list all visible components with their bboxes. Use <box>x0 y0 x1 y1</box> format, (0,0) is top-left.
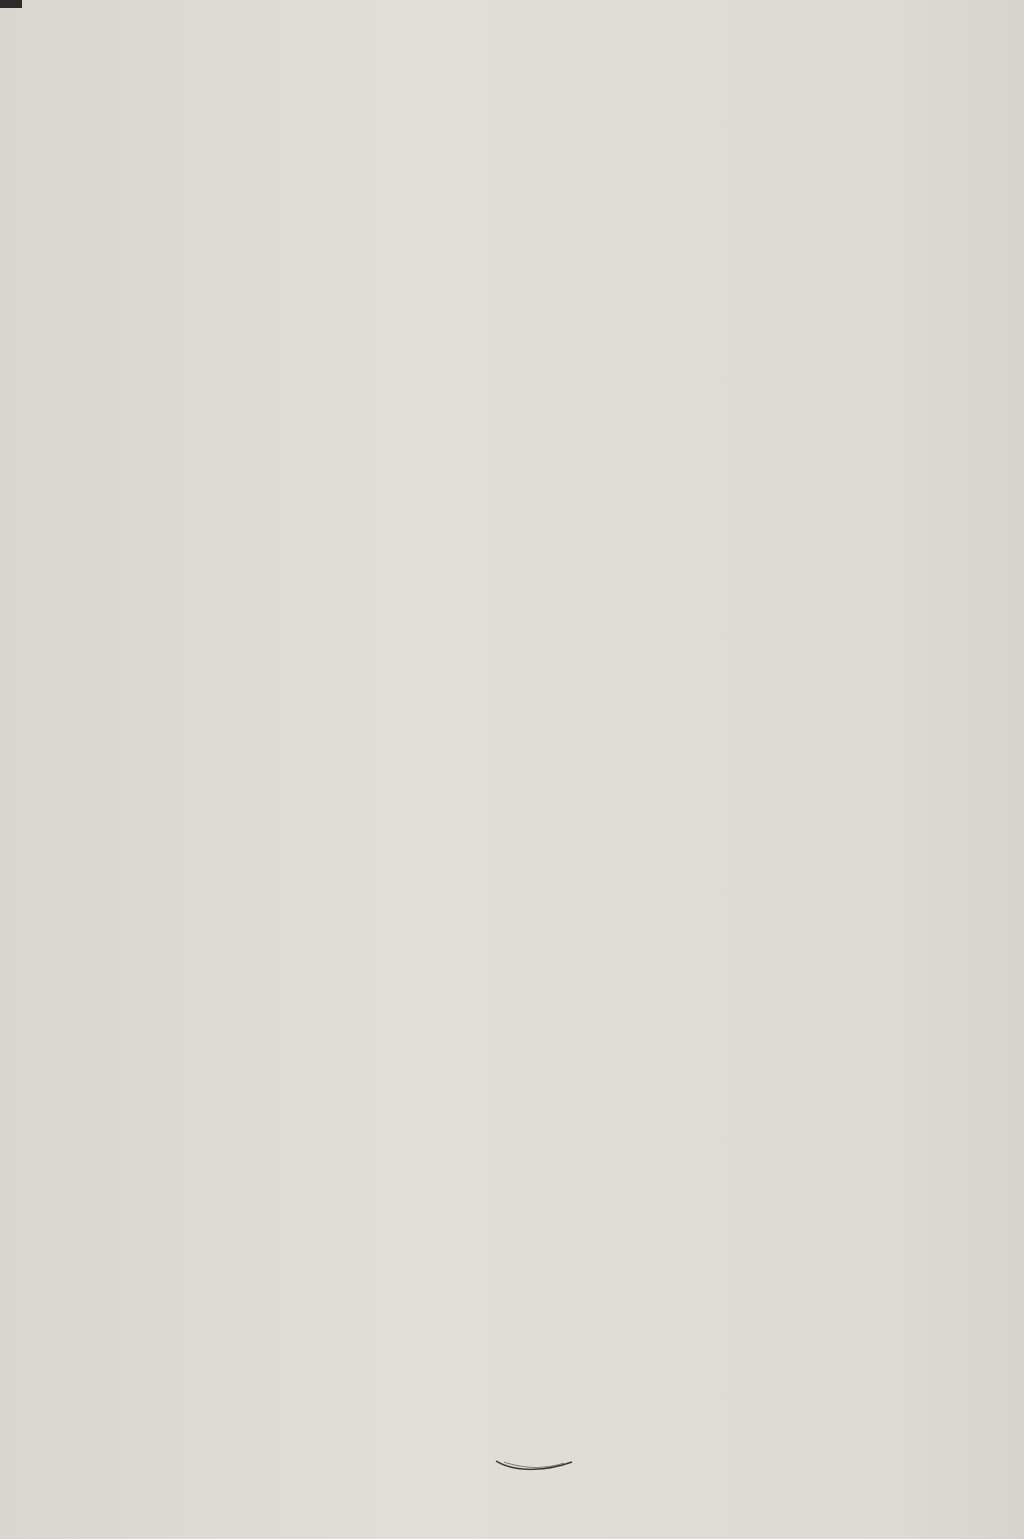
corner-mark <box>0 0 22 8</box>
bleed-through-shade <box>894 0 1024 1539</box>
page-ornament-icon <box>494 1458 574 1472</box>
